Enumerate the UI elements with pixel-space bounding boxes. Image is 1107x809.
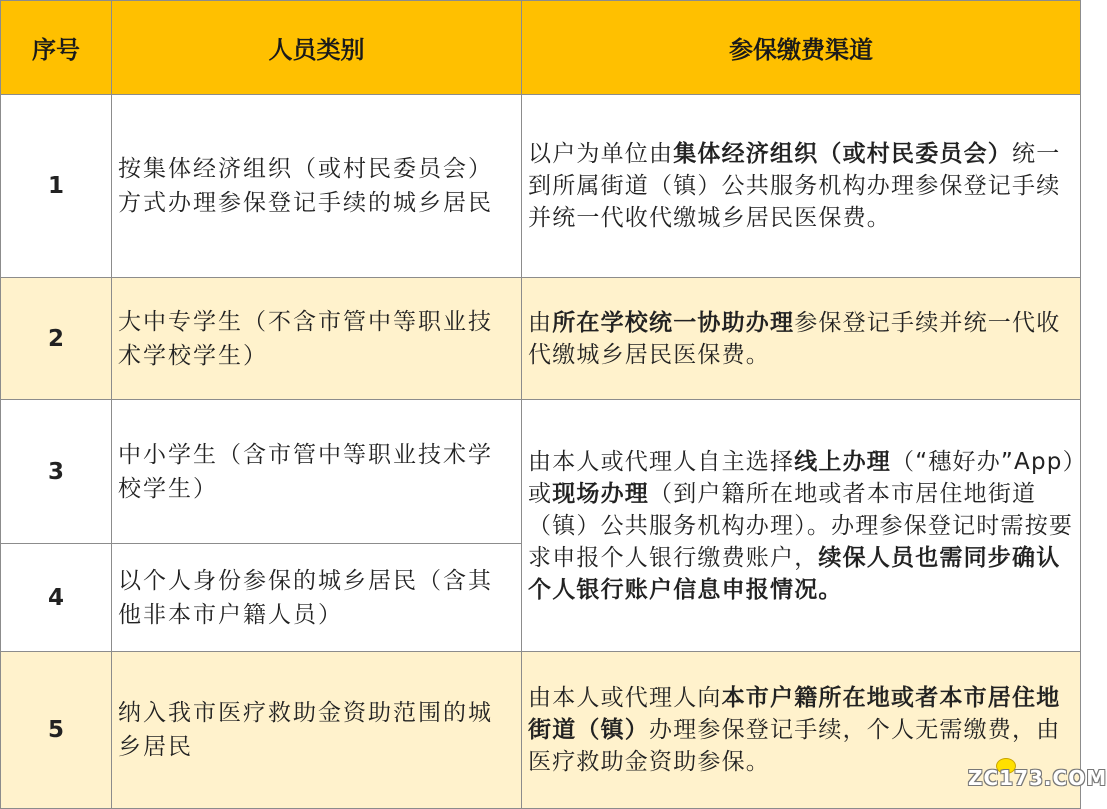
channel-text: 统一到所属街道（镇）公共服务机构办理参保登记手续并统一代收代缴城乡居民医保费。: [528, 141, 1061, 231]
row-number: 4: [1, 544, 112, 652]
header-index: 序号: [1, 1, 112, 95]
channel-text: 以户为单位由: [528, 141, 674, 167]
channel-text: 办理参保登记手续，个人无需缴费，由医疗救助金资助参保。: [528, 717, 1061, 775]
highlighted-text: 线上办理: [794, 448, 892, 475]
row-category: 纳入我市医疗救助金资助范围的城乡居民: [112, 652, 522, 809]
channel-text: 参保登记手续并统一代收代缴城乡居民医保费。: [528, 309, 1061, 368]
channel-text: （到户籍所在地或者本市居住地街道（镇）公共服务机构办理）。办理参保登记时需按要求申报个人银行缴费账户，: [528, 480, 1074, 571]
header-channel: 参保缴费渠道: [522, 1, 1081, 95]
highlighted-text: 所在学校统一协助办理: [552, 309, 795, 336]
row-channel-merged: [522, 400, 1081, 652]
row-category: 按集体经济组织（或村民委员会）方式办理参保登记手续的城乡居民: [112, 95, 522, 278]
table-row: [1, 652, 1081, 809]
row-category: 大中专学生（不含市管中等职业技术学校学生）: [112, 278, 522, 400]
row-number: 5: [1, 652, 112, 809]
highlighted-text: 集体经济组织（或村民委员会）: [673, 141, 1013, 167]
channel-text: 由本人或代理人自主选择: [528, 448, 795, 475]
channel-text: （“穗好办”App）或: [528, 448, 1076, 507]
header-category: 人员类别: [112, 1, 522, 95]
row-channel: [522, 278, 1081, 400]
channel-text: 由本人或代理人向: [528, 685, 722, 711]
table-row: [1, 278, 1081, 400]
row-category: 中小学生（含市管中等职业技术学校学生）: [112, 400, 522, 544]
row-channel: [522, 95, 1081, 278]
highlighted-text: 现场办理: [552, 480, 650, 507]
row-number: 1: [1, 95, 112, 278]
row-category: 以个人身份参保的城乡居民（含其他非本市户籍人员）: [112, 544, 522, 652]
channel-text: 由: [528, 309, 553, 336]
highlighted-text: 本市户籍所在地或者本市居住地街道（镇）: [528, 685, 1061, 743]
row-number: 3: [1, 400, 112, 544]
table-row: [1, 400, 1081, 544]
watermark: ZC173.COM: [968, 766, 1107, 790]
table-header-row: [1, 1, 1081, 95]
row-number: 2: [1, 278, 112, 400]
table-row: [1, 95, 1081, 278]
highlighted-text: 续保人员也需同步确认个人银行账户信息申报情况。: [528, 544, 1061, 603]
